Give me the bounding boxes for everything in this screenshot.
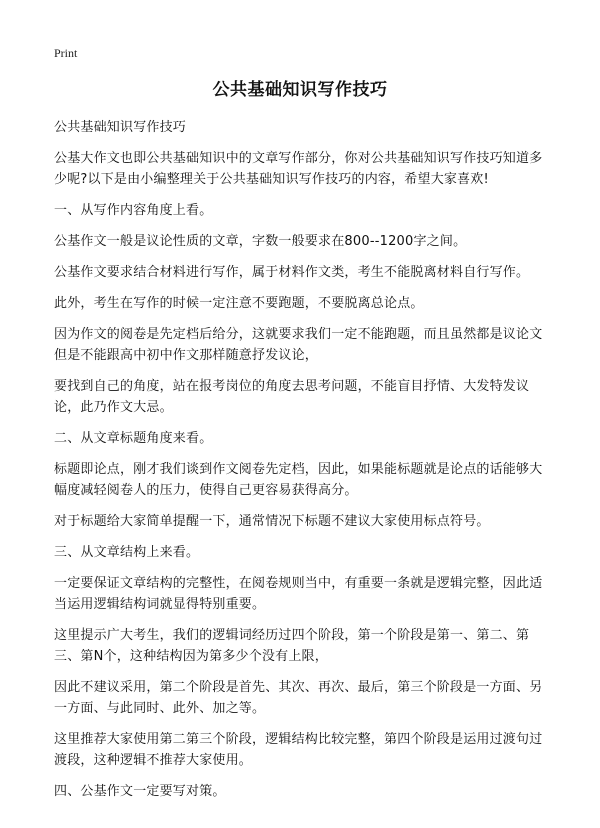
paragraph: 此外，考生在写作的时候一定注意不要跑题，不要脱离总论点。 <box>54 296 424 311</box>
paragraph: 对于标题给大家简单提醒一下，通常情况下标题不建议大家使用标点符号。 <box>54 514 490 529</box>
paragraph: 公基作文要求结合材料进行写作，属于材料作文类，考生不能脱离材料自行写作。 <box>54 265 530 280</box>
paragraph: 要找到自己的角度，站在报考岗位的角度去思考问题，不能盲目抒情、大发特发议论，此乃作文大忌。 <box>54 379 530 415</box>
paragraph: 一定要保证文章结构的完整性，在阅卷规则当中，有重要一条就是逻辑完整，因此适当运用逻辑结构词就显得特别重要。 <box>54 576 543 612</box>
paragraph: 公基作文一般是议论性质的文章，字数一般要求在800--1200字之间。 <box>54 234 467 249</box>
paragraph: 这里提示广大考生，我们的逻辑词经历过四个阶段，第一个阶段是第一、第二、第三、第N个，这种结构因为第多少个没有上限， <box>54 628 530 664</box>
section-heading-2: 二、从文章标题角度来看。 <box>54 431 213 446</box>
page-title: 公共基础知识写作技巧 <box>212 80 388 100</box>
paragraph: 公基大作文也即公共基础知识中的文章写作部分，你对公共基础知识写作技巧知道多少呢?以下是由小编整理关于公共基础知识写作技巧的内容，希望大家喜欢! <box>54 151 543 187</box>
subtitle-line: 公共基础知识写作技巧 <box>54 120 187 135</box>
article-body <box>54 117 546 802</box>
paragraph: 因为作文的阅卷是先定档后给分，这就要求我们一定不能跑题，而且虽然都是议论文但是不能跟高中初中作文那样随意抒发议论， <box>54 327 543 363</box>
paragraph: 因此不建议采用，第二个阶段是首先、其次、再次、最后，第三个阶段是一方面、另一方面、与此同时、此外、加之等。 <box>54 680 543 716</box>
section-heading-4: 四、公基作文一定要写对策。 <box>54 784 226 799</box>
paragraph: 这里推荐大家使用第二第三个阶段，逻辑结构比较完整，第四个阶段是运用过渡句过渡段，这种逻辑不推荐大家使用。 <box>54 732 543 768</box>
section-heading-1: 一、从写作内容角度上看。 <box>54 203 213 218</box>
section-heading-3: 三、从文章结构上来看。 <box>54 545 200 560</box>
print-link[interactable]: Print <box>54 46 78 60</box>
paragraph: 标题即论点，刚才我们谈到作文阅卷先定档，因此，如果能标题就是论点的话能够大幅度减轻阅卷人的压力，使得自己更容易获得高分。 <box>54 462 543 498</box>
